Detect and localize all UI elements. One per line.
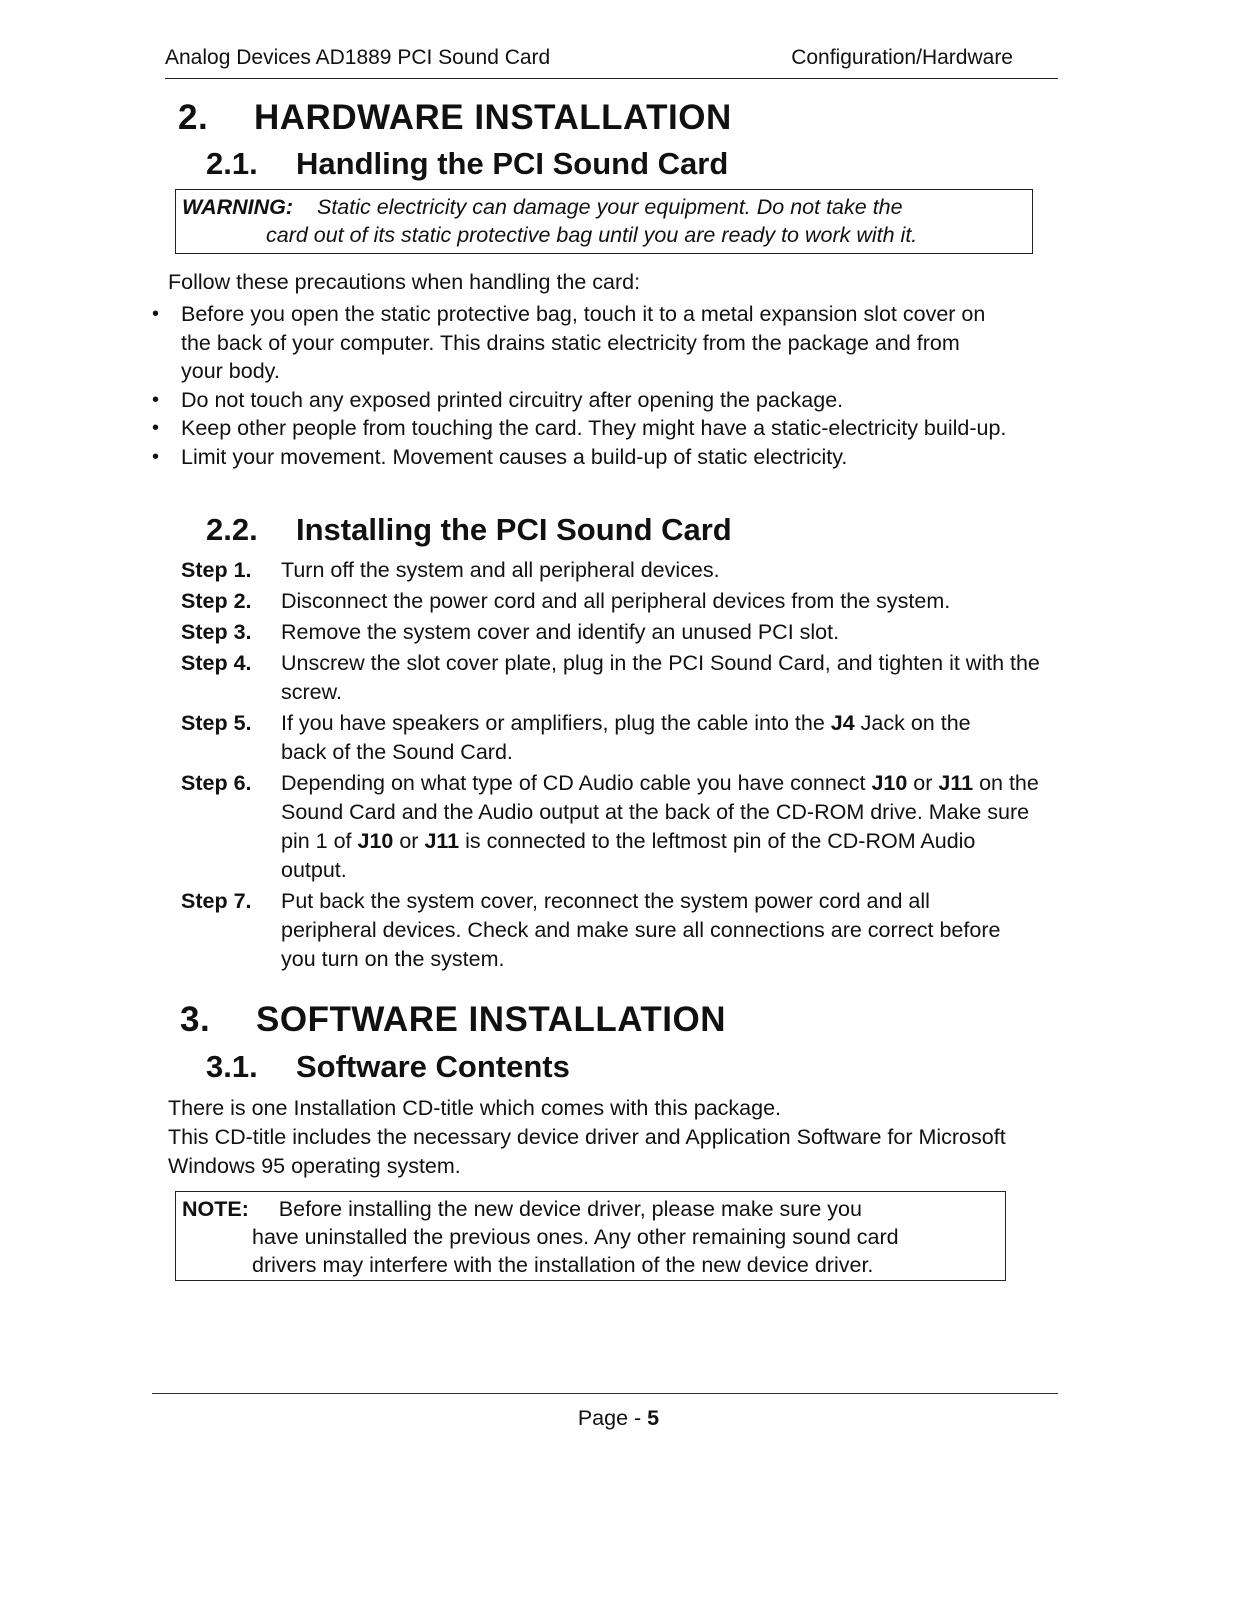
precautions-intro: Follow these precautions when handling the card:: [168, 270, 641, 294]
step-text-part: or: [907, 771, 939, 795]
note-box: [175, 1191, 1006, 1281]
step-text: [281, 769, 1061, 885]
list-item: • Do not touch any exposed printed circuitry after opening the package.: [152, 386, 1052, 415]
step-5: [181, 709, 1061, 767]
step-label: Step 5.: [181, 711, 252, 735]
step-label: Step 3.: [181, 620, 252, 644]
heading-number: 2.2.: [206, 512, 258, 547]
heading-installing-card: [206, 510, 732, 550]
step-text: Unscrew the slot cover plate, plug in the PCI Sound Card, and tighten it with the screw.: [281, 651, 1040, 704]
step-4: [181, 649, 1061, 707]
step-label: Step 6.: [181, 771, 252, 795]
step-text-part: or: [393, 829, 425, 853]
header-title: Analog Devices AD1889 PCI Sound Card: [165, 46, 551, 69]
jack-label: J4: [830, 711, 855, 735]
step-6: [181, 769, 1061, 885]
jack-label: J11: [938, 771, 974, 795]
note-label: NOTE:: [182, 1197, 249, 1221]
footer-divider: [152, 1393, 1058, 1394]
list-item: • Before you open the static protective bag, touch it to a metal expansion slot cover on the back of your computer. This drains static electricity from the package and from your body.: [152, 300, 1001, 386]
page-number: [0, 1404, 1237, 1432]
jack-label: J11: [424, 829, 460, 853]
heading-text: SOFTWARE INSTALLATION: [256, 1000, 726, 1039]
step-label: Step 1.: [181, 558, 252, 582]
heading-number: 3.: [180, 1000, 211, 1039]
page-number-prefix: Page -: [577, 1406, 648, 1430]
step-text-part: Depending on what type of CD Audio cable you have connect: [281, 771, 872, 795]
step-label: Step 7.: [181, 889, 252, 913]
note-line-1: Before installing the new device driver, please make sure you: [278, 1197, 862, 1221]
software-paragraph-1: There is one Installation CD-title which comes with this package.: [168, 1096, 782, 1120]
heading-hardware-installation: [178, 96, 732, 140]
installation-steps: [181, 556, 1061, 976]
step-label: Step 2.: [181, 589, 252, 613]
heading-handling-card: [206, 144, 728, 184]
precautions-list: [152, 300, 1052, 471]
jack-label: J10: [357, 829, 394, 853]
jack-label: J10: [871, 771, 908, 795]
step-text: Disconnect the power cord and all peripheral devices from the system.: [281, 589, 951, 613]
step-text: Put back the system cover, reconnect the system power cord and all peripheral devices. Check and make sure all connections are correct before you turn on the system.: [281, 889, 1001, 971]
page-number-value: 5: [647, 1406, 660, 1430]
step-text: Remove the system cover and identify an unused PCI slot.: [281, 620, 840, 644]
note-line-2: have uninstalled the previous ones. Any other remaining sound card: [252, 1225, 899, 1249]
step-text-part: If you have speakers or amplifiers, plug the cable into the: [281, 711, 831, 735]
step-1: [181, 556, 1061, 585]
heading-text: HARDWARE INSTALLATION: [254, 98, 732, 137]
step-text: [281, 709, 1061, 767]
note-line-3: drivers may interfere with the installation of the new device driver.: [252, 1253, 874, 1277]
heading-text: Handling the PCI Sound Card: [296, 146, 729, 181]
heading-number: 3.1.: [206, 1049, 258, 1084]
heading-text: Software Contents: [296, 1049, 570, 1084]
running-header: [165, 44, 1058, 79]
warning-line-1: Static electricity can damage your equipment. Do not take the: [316, 195, 903, 219]
step-3: [181, 618, 1061, 647]
step-7: [181, 887, 1061, 974]
heading-text: Installing the PCI Sound Card: [296, 512, 732, 547]
step-text: Turn off the system and all peripheral devices.: [281, 558, 720, 582]
step-label: Step 4.: [181, 651, 252, 675]
step-text-part: Jack on the back of the Sound Card.: [281, 711, 971, 764]
list-item: • Keep other people from touching the card. They might have a static-electricity build-up.: [152, 414, 1041, 443]
heading-software-contents: [206, 1047, 570, 1087]
heading-number: 2.1.: [206, 146, 258, 181]
warning-box: [175, 189, 1033, 254]
header-section: Configuration/Hardware: [791, 46, 1013, 69]
step-text-part: on the Sound Card and the Audio output at the back of the CD-ROM drive. Make sure pin 1 of: [281, 771, 1039, 853]
warning-label: WARNING:: [182, 195, 294, 219]
software-paragraph-2: This CD-title includes the necessary device driver and Application Software for Microsoft Windows 95 operating system.: [168, 1125, 1006, 1178]
list-item: • Limit your movement. Movement causes a build-up of static electricity.: [152, 443, 1052, 472]
heading-software-installation: [180, 998, 726, 1042]
step-2: [181, 587, 1061, 616]
step-text-part: is connected to the leftmost pin of the CD-ROM Audio output.: [281, 829, 976, 882]
heading-number: 2.: [178, 98, 209, 137]
warning-line-2: card out of its static protective bag until you are ready to work with it.: [266, 223, 918, 247]
